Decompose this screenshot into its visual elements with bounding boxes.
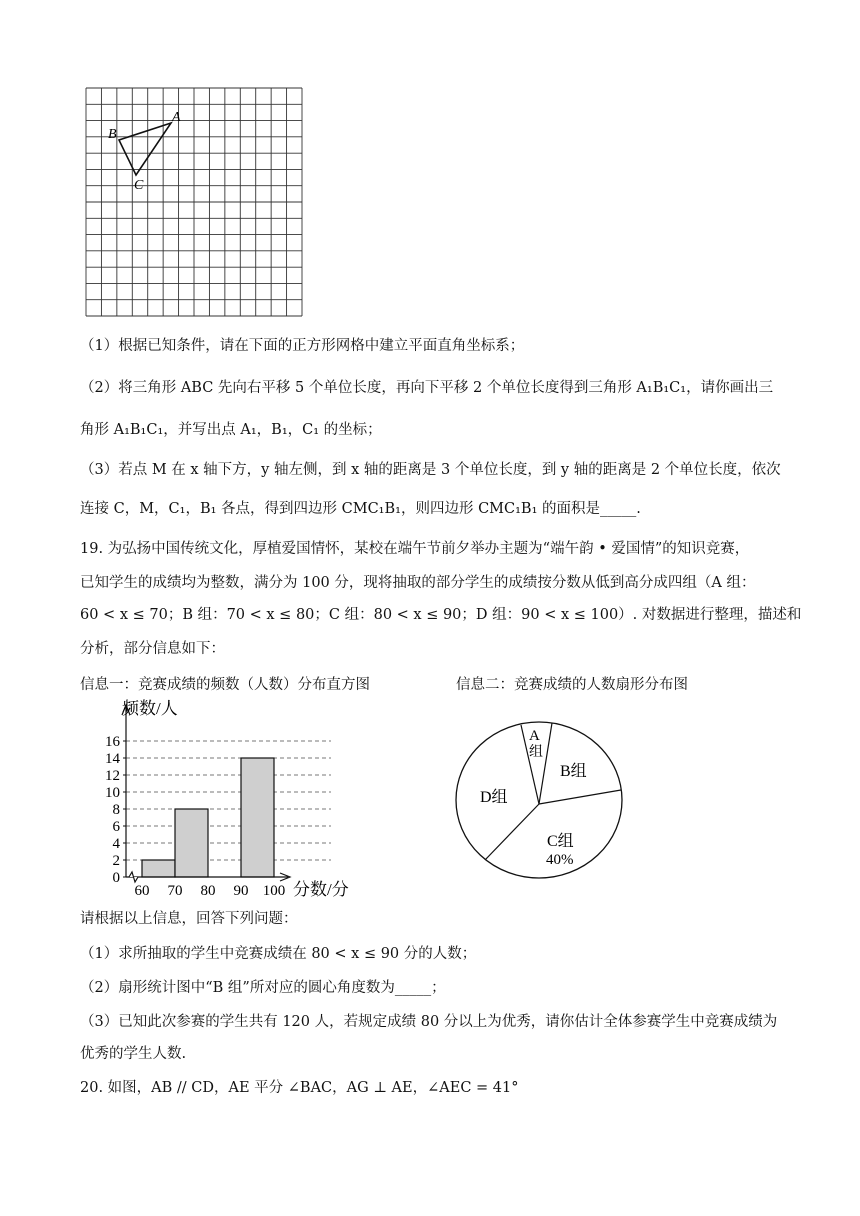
y-tick-label: 2 [112, 853, 120, 869]
label-b: B [108, 127, 117, 142]
x-tick-label: 80 [200, 883, 216, 899]
x-tick-label: 70 [167, 883, 183, 899]
pie-label-a: A [529, 728, 540, 744]
q18-part3-line2: 连接 C，M，C₁，B₁ 各点，得到四边形 CMC₁B₁，则四边形 CMC₁B₁ 的面积是_____. [80, 501, 641, 517]
label-c: C [134, 178, 144, 193]
q19-line2: 已知学生的成绩均为整数，满分为 100 分，现将抽取的部分学生的成绩按分数从低到高分成四组（A 组： [80, 575, 756, 591]
pie-label-c: C组 [547, 833, 574, 850]
pie-chart [454, 718, 630, 880]
y-tick-label: 12 [105, 768, 120, 784]
q19-line4: 分析，部分信息如下： [80, 641, 225, 657]
y-tick-label: 0 [112, 870, 120, 886]
q18-part2-line1: （2）将三角形 ABC 先向右平移 5 个单位长度，再向下平移 2 个单位长度得到三角形 A₁B₁C₁，请你画出三 [80, 380, 774, 396]
q18-part2-line2: 角形 A₁B₁C₁，并写出点 A₁，B₁，C₁ 的坐标； [80, 422, 382, 438]
q18-part3-line1: （3）若点 M 在 x 轴下方，y 轴左侧，到 x 轴的距离是 3 个单位长度，到 y 轴的距离是 2 个单位长度，依次 [80, 462, 781, 478]
q19-sub3-line1: （3）已知此次参赛的学生共有 120 人，若规定成绩 80 分以上为优秀，请你估计全体参赛学生中竞赛成绩为 [80, 1014, 778, 1030]
y-tick-label: 8 [112, 802, 120, 818]
q19-sub1: （1）求所抽取的学生中竞赛成绩在 80 < x ≤ 90 分的人数； [80, 946, 477, 962]
axis-break [129, 872, 138, 882]
label-a: A [172, 110, 181, 125]
q19-line1: 19. 为弘扬中国传统文化，厚植爱国情怀，某校在端午节前夕举办主题为“端午韵 • 爱国情”的知识竞赛， [80, 541, 750, 557]
y-tick-label: 16 [105, 734, 120, 750]
x-tick-label: 60 [134, 883, 150, 899]
x-axis-label: 分数/分 [293, 880, 349, 899]
info1-caption: 信息一：竞赛成绩的频数（人数）分布直方图 [80, 677, 370, 693]
info2-caption: 信息二：竞赛成绩的人数扇形分布图 [456, 677, 688, 693]
histogram-chart [90, 695, 380, 905]
grid-figure [84, 86, 306, 320]
y-tick-label: 6 [112, 819, 120, 835]
y-tick-label: 14 [105, 751, 120, 767]
pie-label-c-percent: 40% [546, 852, 574, 868]
q19-line3: 60 < x ≤ 70；B 组：70 < x ≤ 80；C 组：80 < x ≤ 90；D 组：90 < x ≤ 100）. 对数据进行整理，描述和 [80, 607, 802, 623]
q19-ask: 请根据以上信息，回答下列问题： [80, 911, 298, 927]
q20-line1: 20. 如图，AB // CD，AE 平分 ∠BAC，AG ⊥ AE，∠AEC = 41° [80, 1080, 519, 1096]
q18-part1: （1）根据已知条件，请在下面的正方形网格中建立平面直角坐标系； [80, 338, 525, 354]
q19-sub3-line2: 优秀的学生人数. [80, 1046, 187, 1062]
y-tick-label: 10 [105, 785, 120, 801]
y-axis-label: 频数/人 [122, 699, 178, 718]
y-tick-label: 4 [112, 836, 120, 852]
q19-sub2: （2）扇形统计图中“B 组”所对应的圆心角度数为_____； [80, 980, 446, 996]
pie-label-a-zu: 组 [529, 745, 543, 760]
x-tick-label: 90 [233, 883, 249, 899]
x-tick-label: 100 [262, 883, 286, 899]
pie-label-b: B组 [560, 763, 587, 780]
pie-label-d: D组 [480, 789, 508, 806]
histogram-bar [142, 860, 175, 877]
histogram-bar [241, 758, 274, 877]
histogram-bar [175, 809, 208, 877]
